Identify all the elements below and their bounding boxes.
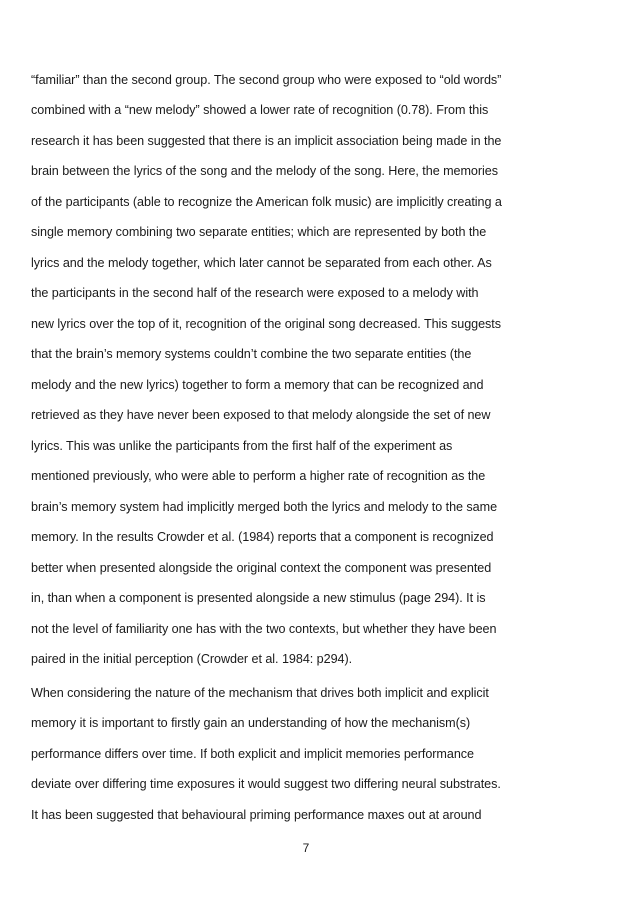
page-number: 7 <box>302 841 310 855</box>
body-text-line: better when presented alongside the original context the component was presented <box>31 561 492 575</box>
body-text-line: the participants in the second half of the research were exposed to a melody with <box>31 286 479 300</box>
body-text-line: new lyrics over the top of it, recognition of the original song decreased. This suggests <box>31 317 501 331</box>
body-text-line: of the participants (able to recognize the American folk music) are implicitly creating a <box>31 195 502 209</box>
body-text-line: paired in the initial perception (Crowder et al. 1984: p294). <box>31 652 353 666</box>
body-text-line: brain’s memory system had implicitly merged both the lyrics and melody to the same <box>31 500 498 514</box>
body-text-line: deviate over differing time exposures it would suggest two differing neural substrates. <box>31 777 501 791</box>
body-text-line: in, than when a component is presented alongside a new stimulus (page 294). It is <box>31 591 486 605</box>
body-text-line: It has been suggested that behavioural priming performance maxes out at around <box>31 808 482 822</box>
body-text-line: When considering the nature of the mechanism that drives both implicit and explicit <box>31 686 489 700</box>
body-text-line: not the level of familiarity one has with the two contexts, but whether they have been <box>31 622 497 636</box>
body-text-line: mentioned previously, who were able to perform a higher rate of recognition as the <box>31 469 486 483</box>
body-text-line: “familiar” than the second group. The second group who were exposed to “old words” <box>31 73 502 87</box>
body-text-line: melody and the new lyrics) together to form a memory that can be recognized and <box>31 378 484 392</box>
body-text-line: research it has been suggested that there is an implicit association being made in the <box>31 134 502 148</box>
body-text-line: retrieved as they have never been exposed to that melody alongside the set of new <box>31 408 491 422</box>
body-text-line: combined with a “new melody” showed a lower rate of recognition (0.78). From this <box>31 103 489 117</box>
body-text-line: memory. In the results Crowder et al. (1984) reports that a component is recognized <box>31 530 494 544</box>
body-text-line: brain between the lyrics of the song and the melody of the song. Here, the memories <box>31 164 498 178</box>
body-text-line: performance differs over time. If both explicit and implicit memories performance <box>31 747 474 761</box>
body-text-line: lyrics and the melody together, which later cannot be separated from each other. As <box>31 256 492 270</box>
body-text-line: lyrics. This was unlike the participants from the first half of the experiment as <box>31 439 453 453</box>
body-text-line: memory it is important to firstly gain an understanding of how the mechanism(s) <box>31 716 471 730</box>
body-text-line: that the brain’s memory systems couldn’t combine the two separate entities (the <box>31 347 472 361</box>
body-text-line: single memory combining two separate entities; which are represented by both the <box>31 225 487 239</box>
